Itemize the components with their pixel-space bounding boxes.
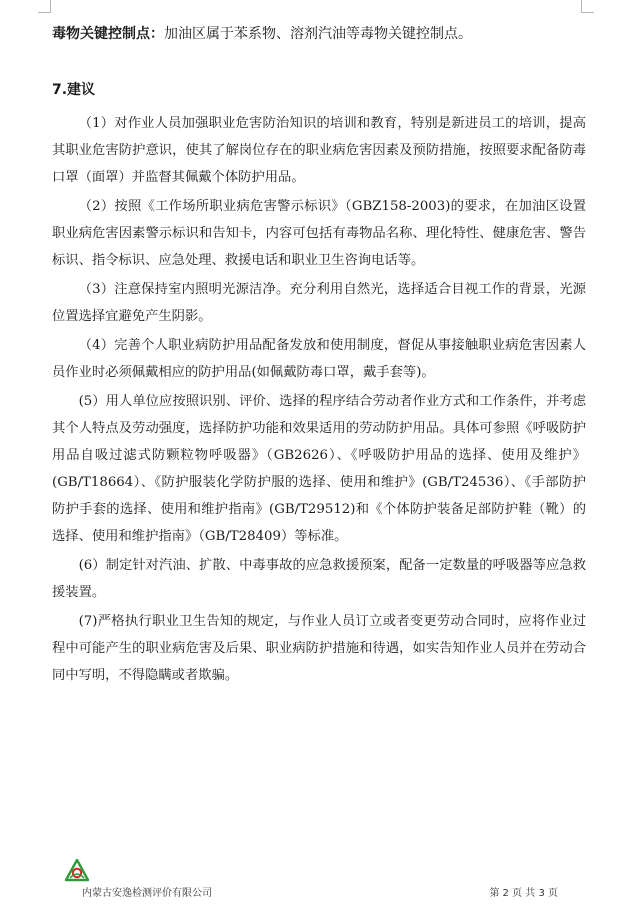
key-control-label: 毒物关键控制点：: [52, 26, 164, 42]
footer-company-name: 内蒙古安逸检测评价有限公司: [82, 888, 212, 899]
key-control-line: [52, 20, 586, 48]
section-title: 7.建议: [52, 82, 96, 98]
recommendation-6: (6）制定针对汽油、扩散、中毒事故的应急救援预案，配备一定数量的呼吸器等应急救援装置。: [52, 558, 586, 600]
recommendation-5: (5）用人单位应按照识别、评价、选择的程序结合劳动者作业方式和工作条件，并考虑其个人特点及劳动强度，选择防护功能和效果适用的劳动防护用品。具体可参照《呼吸防护用品自吸过滤式防颗粒物呼吸器》（GB2626）、《呼吸防护用品的选择、使用及维护》(GB/T18664）、《防护服装化学防护服的选择、使用和维护》(GB/T24536）、《手部防护防护手套的选择、使用和维护指南》(GB/T29512)和《个体防护装备足部防护鞋（靴）的选择、使用和维护指南》（GB/T28409）等标准。: [52, 394, 586, 544]
recommendation-2: （2）按照《工作场所职业病危害警示标识》（GBZ158-2003)的要求，在加油区设置职业病危害因素警示标识和告知卡，内容可包括有毒物品名称、理化特性、健康危害、警告标识、指令标识、应急处理、救援电话和职业卫生咨询电话等。: [52, 199, 586, 268]
company-logo-icon: [64, 858, 90, 882]
footer-page-number: 第 2 页 共 3 页: [489, 888, 558, 899]
key-control-text: 加油区属于苯系物、溶剂汽油等毒物关键控制点。: [164, 26, 472, 42]
document-page: [52, 20, 586, 691]
recommendation-4: （4）完善个人职业病防护用品配备发放和使用制度，督促从事接触职业病危害因素人员作业时必须佩戴相应的防护用品(如佩戴防毒口罩，戴手套等)。: [52, 338, 586, 380]
crop-mark-top-right: [581, 0, 594, 13]
page-footer: [62, 858, 562, 898]
recommendation-7: (7)严格执行职业卫生告知的规定，与作业人员订立或者变更劳动合同时，应将作业过程中可能产生的职业病危害及后果、职业病防护措施和待遇，如实告知作业人员并在劳动合同中写明，不得隐瞒或者欺骗。: [52, 614, 586, 683]
crop-mark-top-left: [38, 0, 51, 13]
recommendation-3: （3）注意保持室内照明光源洁净。充分利用自然光，选择适合目视工作的背景，光源位置选择宜避免产生阴影。: [52, 282, 586, 324]
recommendation-1: （1）对作业人员加强职业危害防治知识的培训和教育，特别是新进员工的培训，提高其职业危害防护意识，使其了解岗位存在的职业病危害因素及预防措施，按照要求配备防毒口罩（面罩）并监督其佩戴个体防护用品。: [52, 116, 586, 185]
